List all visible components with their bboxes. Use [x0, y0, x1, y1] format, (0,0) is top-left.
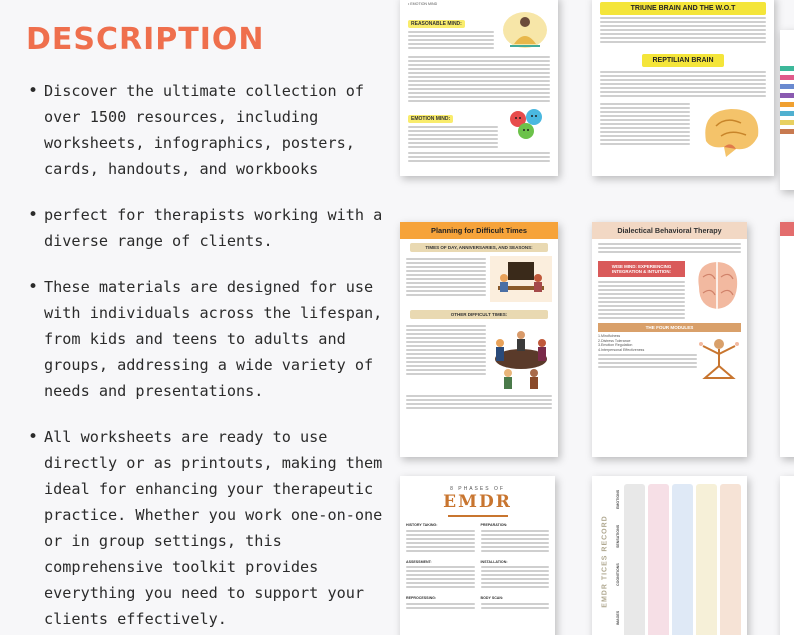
brain-illustration: [696, 101, 766, 165]
thumbnail-dbt: [592, 222, 747, 457]
p4-module-4: 4.Interpersonal Effectiveness: [598, 347, 645, 352]
bullet-item: [28, 424, 388, 632]
meeting-illustration: [490, 323, 552, 393]
p5-phase-3: ASSESSMENT:: [406, 559, 432, 564]
p5-phase-2: PREPARATION:: [480, 523, 508, 527]
p5-title-small: 8 PHASES OF: [450, 486, 505, 492]
p5-phase-5: REPROCESSING:: [406, 596, 437, 601]
p3-title: Planning for Difficult Times: [400, 222, 558, 239]
p3-section1: TIMES OF DAY, ANNIVERSARIES, AND SEASONS:: [410, 243, 548, 252]
p4-module-2: 2.Distress Tolerance: [598, 338, 631, 343]
thumbnail-emdr-phases: [400, 476, 555, 635]
p1-label-top: • EMOTION MIND: [408, 2, 438, 6]
record-grid: [624, 484, 741, 635]
description-heading: DESCRIPTION: [26, 22, 265, 57]
p5-phase-4: INSTALLATION:: [480, 559, 508, 564]
p1-reasonable-label: REASONABLE MIND:: [408, 20, 465, 28]
p4-module-1: 1.Mindfulness: [598, 334, 621, 338]
thumbnail-emotion-mind: [400, 0, 558, 176]
p4-modules: THE FOUR MODULES: [598, 323, 741, 332]
bullet-item: [28, 202, 388, 254]
thumbnail-edge-1: [780, 30, 794, 190]
bullet-text: Discover the ultimate collection of over 1500 resources, including worksheets, infographics, posters, cards, handouts, and workbooks: [44, 82, 365, 178]
p4-module-3: 3.Emotion Regulation: [598, 343, 633, 348]
bullet-glyph: •: [28, 81, 39, 101]
dbt-brain-illustration: [691, 257, 743, 321]
p1-emotion-label: EMOTION MIND:: [408, 115, 453, 123]
p4-wise-mind: WISE MIND: EXPERIENCING INTEGRATION & INTUITION:: [598, 261, 685, 277]
thumbnail-planning-difficult-times: [400, 222, 558, 457]
p5-phase-1: HISTORY TAKING:: [406, 523, 438, 527]
p4-title: Dialectical Behavioral Therapy: [592, 222, 747, 239]
p6-col-cognitions: COGNITIONS: [616, 563, 620, 587]
bullet-glyph: •: [28, 277, 39, 297]
bullet-item: [28, 274, 388, 404]
bullet-glyph: •: [28, 427, 39, 447]
p2-subtitle: REPTILIAN BRAIN: [642, 54, 723, 67]
bullet-text: All worksheets are ready to use directly or as printouts, making them ideal for enhancing your therapeutic practice. Whether you work one-on-one or in group settings, this comprehensive toolkit provides everything you need to support your clients effectively.: [44, 428, 383, 628]
p2-title: TRIUNE BRAIN AND THE W.O.T: [600, 2, 766, 15]
thumbnail-emdr-tices-record: [592, 476, 747, 635]
p6-col-images: IMAGES: [616, 610, 620, 625]
p6-col-sensations: SENSATIONS: [616, 524, 620, 548]
p3-section2: OTHER DIFFICULT TIMES:: [410, 310, 548, 319]
emoji-hearts-illustration: [504, 105, 550, 150]
bullet-item: [28, 78, 388, 182]
p5-phase-6: BODY SCAN:: [480, 596, 504, 601]
p6-title: EMDR TICES RECORD: [601, 514, 609, 608]
bullet-glyph: •: [28, 205, 39, 225]
thumbnail-triune-brain: [592, 0, 774, 176]
bullet-text: These materials are designed for use with individuals across the lifespan, from kids and teens to adults and groups, addressing a wide variety of needs and presentations.: [44, 278, 383, 400]
p5-title: EMDR: [443, 492, 512, 512]
people-table-illustration: [490, 256, 552, 306]
bullet-text: perfect for therapists working with a diverse range of clients.: [44, 206, 383, 250]
thumbnail-edge-3: [780, 476, 794, 635]
yoga-figure-illustration: [697, 334, 741, 390]
thumbnail-edge-2: [780, 222, 794, 457]
meditation-illustration: [500, 10, 550, 54]
p6-col-emotions: EMOTIONS: [616, 490, 620, 510]
description-bullet-list: [28, 78, 388, 635]
